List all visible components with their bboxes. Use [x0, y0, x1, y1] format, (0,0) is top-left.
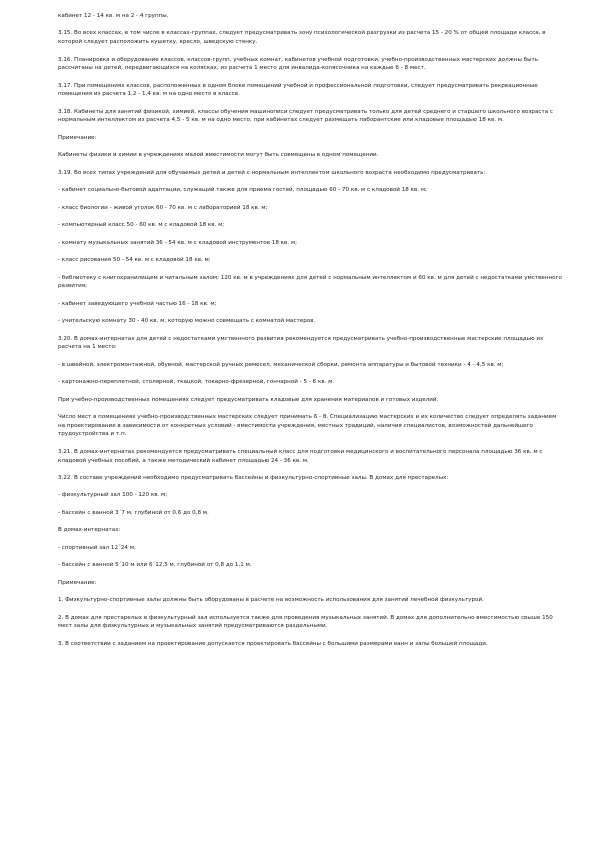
list-item: - спортивный зал 12´24 м;	[58, 544, 136, 551]
list-item: - класс биологии - живой уголок 60 - 70 кв. м с лабораторией 18 кв. м;	[58, 204, 268, 211]
note-item: 3. В соответствии с заданием на проектирование допускается проектировать бассейны с большими размерами ванн и залы большей площади.	[58, 640, 488, 647]
paragraph: 3.20. В домах-интернатах для детей с недостатками умственного развития рекомендуется предусматривать учебно-производственные мастерские площадью из расчета на 1 место:	[58, 335, 544, 351]
paragraph: 3.21. В домах-интернатах рекомендуется предусматривать специальный класс для подготовки медицинского и воспитательного персонала площадью 36 кв. м с кладовой учебных пособий, а также методический кабинет площадью 24 - 36 кв. м.	[58, 448, 543, 464]
list-item: - кабинет социально-бытовой адаптации, служащий также для приема гостей, площадью 60 - 70 кв. м с кладовой 18 кв. м;	[58, 187, 427, 194]
paragraph: 3.18. Кабинеты для занятий физикой, химией, классы обучения машинописи следует предусматривать только для детей среднего и старшего школьного возраста с нормальным интеллектом из расчета 4,5 - 5 кв. м на одно место; при кабинетах следует размещать лаборантские или кладовые площадью 18 кв. м.	[58, 108, 554, 124]
note-heading: Примечание:	[58, 134, 97, 141]
list-item: - класс рисования 50 - 54 кв. м с кладовой 18 кв. м;	[58, 257, 211, 264]
list-item: - кабинет заведующего учебной частью 16 - 18 кв. м;	[58, 300, 217, 307]
note-heading: Примечание:	[58, 579, 97, 586]
list-item: - в швейной, электромонтажной, обувной, мастерской ручных ремесел, механической сборки, ремонта аппаратуры и бытовой техники - 4 - 4,5 кв. м;	[58, 361, 504, 368]
list-item: - картонажно-переплетной, столярной, ткацкой, токарно-фрезерной, гончарной - 5 - 6 кв. м.	[58, 379, 335, 386]
list-item: - компьютерный класс 50 - 60 кв. м с кладовой 18 кв. м;	[58, 222, 225, 229]
note-item: 2. В домах для престарелых в физкультурный зал используется также для проведения музыкальных занятий. В домах для дополнительно вместимостью свыше 150 мест залы для физкультурных и музыкальных занятий предусматриваются раздельными.	[58, 614, 553, 630]
list-item: - библиотеку с книгохранилищем и читальным залом; 120 кв. м в учреждениях для детей с нормальным интеллектом и 60 кв. м для детей с недостатками умственного развития;	[58, 274, 562, 290]
list-item: - учительскую комнату 30 - 40 кв. м, которую можно совмещать с комнатой мастеров.	[58, 318, 316, 325]
list-item: - бассейн с ванной 3´7 м, глубиной от 0,6 до 0,8 м.	[58, 509, 209, 516]
subheading: В домах-интернатах:	[58, 527, 121, 534]
paragraph: 3.22. В составе учреждений необходимо предусматривать бассейны и физкультурно-спортивные залы. В домах для престарелых:	[58, 475, 449, 481]
paragraph: 3.16. Планировка и оборудование классов, классов-групп, учебных комнат, кабинетов учебной подготовки, учебно-производственных мастерских должны быть рассчитаны на детей, передвигающихся на колясках, из расчета 1 место для инвалида-колясочника на каждые 6 - 8 мест.	[58, 56, 539, 72]
paragraph: 3.15. Во всех классах, в том числе в классах-группах, следует предусматривать зону психологической разгрузки из расчета 15 - 20 % от общей площади класса, в которой следует расположить кушетку, кресло, шведскую стенку.	[58, 30, 546, 46]
paragraph: кабинет 12 - 14 кв. м на 2 - 4 группы.	[58, 13, 169, 19]
note-item: 1. Физкультурно-спортивные залы должны быть оборудованы в расчете на возможность использования для занятий лечебной физкультурой.	[58, 597, 484, 604]
list-item: - комнату музыкальных занятий 36 - 54 кв. м с кладовой инструментов 18 кв. м;	[58, 239, 298, 246]
paragraph: 3.19. Во всех типах учреждений для обучаемых детей и детей с нормальным интеллектом школьного возраста необходимо предусматривать:	[58, 169, 486, 176]
paragraph: Кабинеты физики и химии в учреждениях малой вместимости могут быть совмещены в одном помещении.	[58, 152, 379, 159]
list-item: - физкультурный зал 100 - 120 кв. м;	[58, 492, 168, 499]
paragraph: Число мест в помещениях учебно-производственных мастерских следует принимать 6 - 8. Специализацию мастерских и их количество следует определять заданием на проектирование в зависимости от конкретных условий - вместимости учреждения, местных традиций, наличия специалистов, возможностей дальнейшего трудоустройства и т.п.	[58, 414, 557, 438]
paragraph: При учебно-производственных помещениях следует предусматривать кладовые для хранения материалов и готовых изделий.	[58, 396, 439, 403]
list-item: - бассейн с ванной 5´10 м или 6´12,5 м, глубиной от 0,8 до 1,1 м.	[58, 562, 252, 569]
paragraph: 3.17. При помещениях классов, расположенных в одном блоке помещений учебной и профессиональной подготовки, следует предусматривать рекреационные помещения из расчета 1,2 - 1,4 кв. м на одно место в классе.	[58, 82, 538, 98]
